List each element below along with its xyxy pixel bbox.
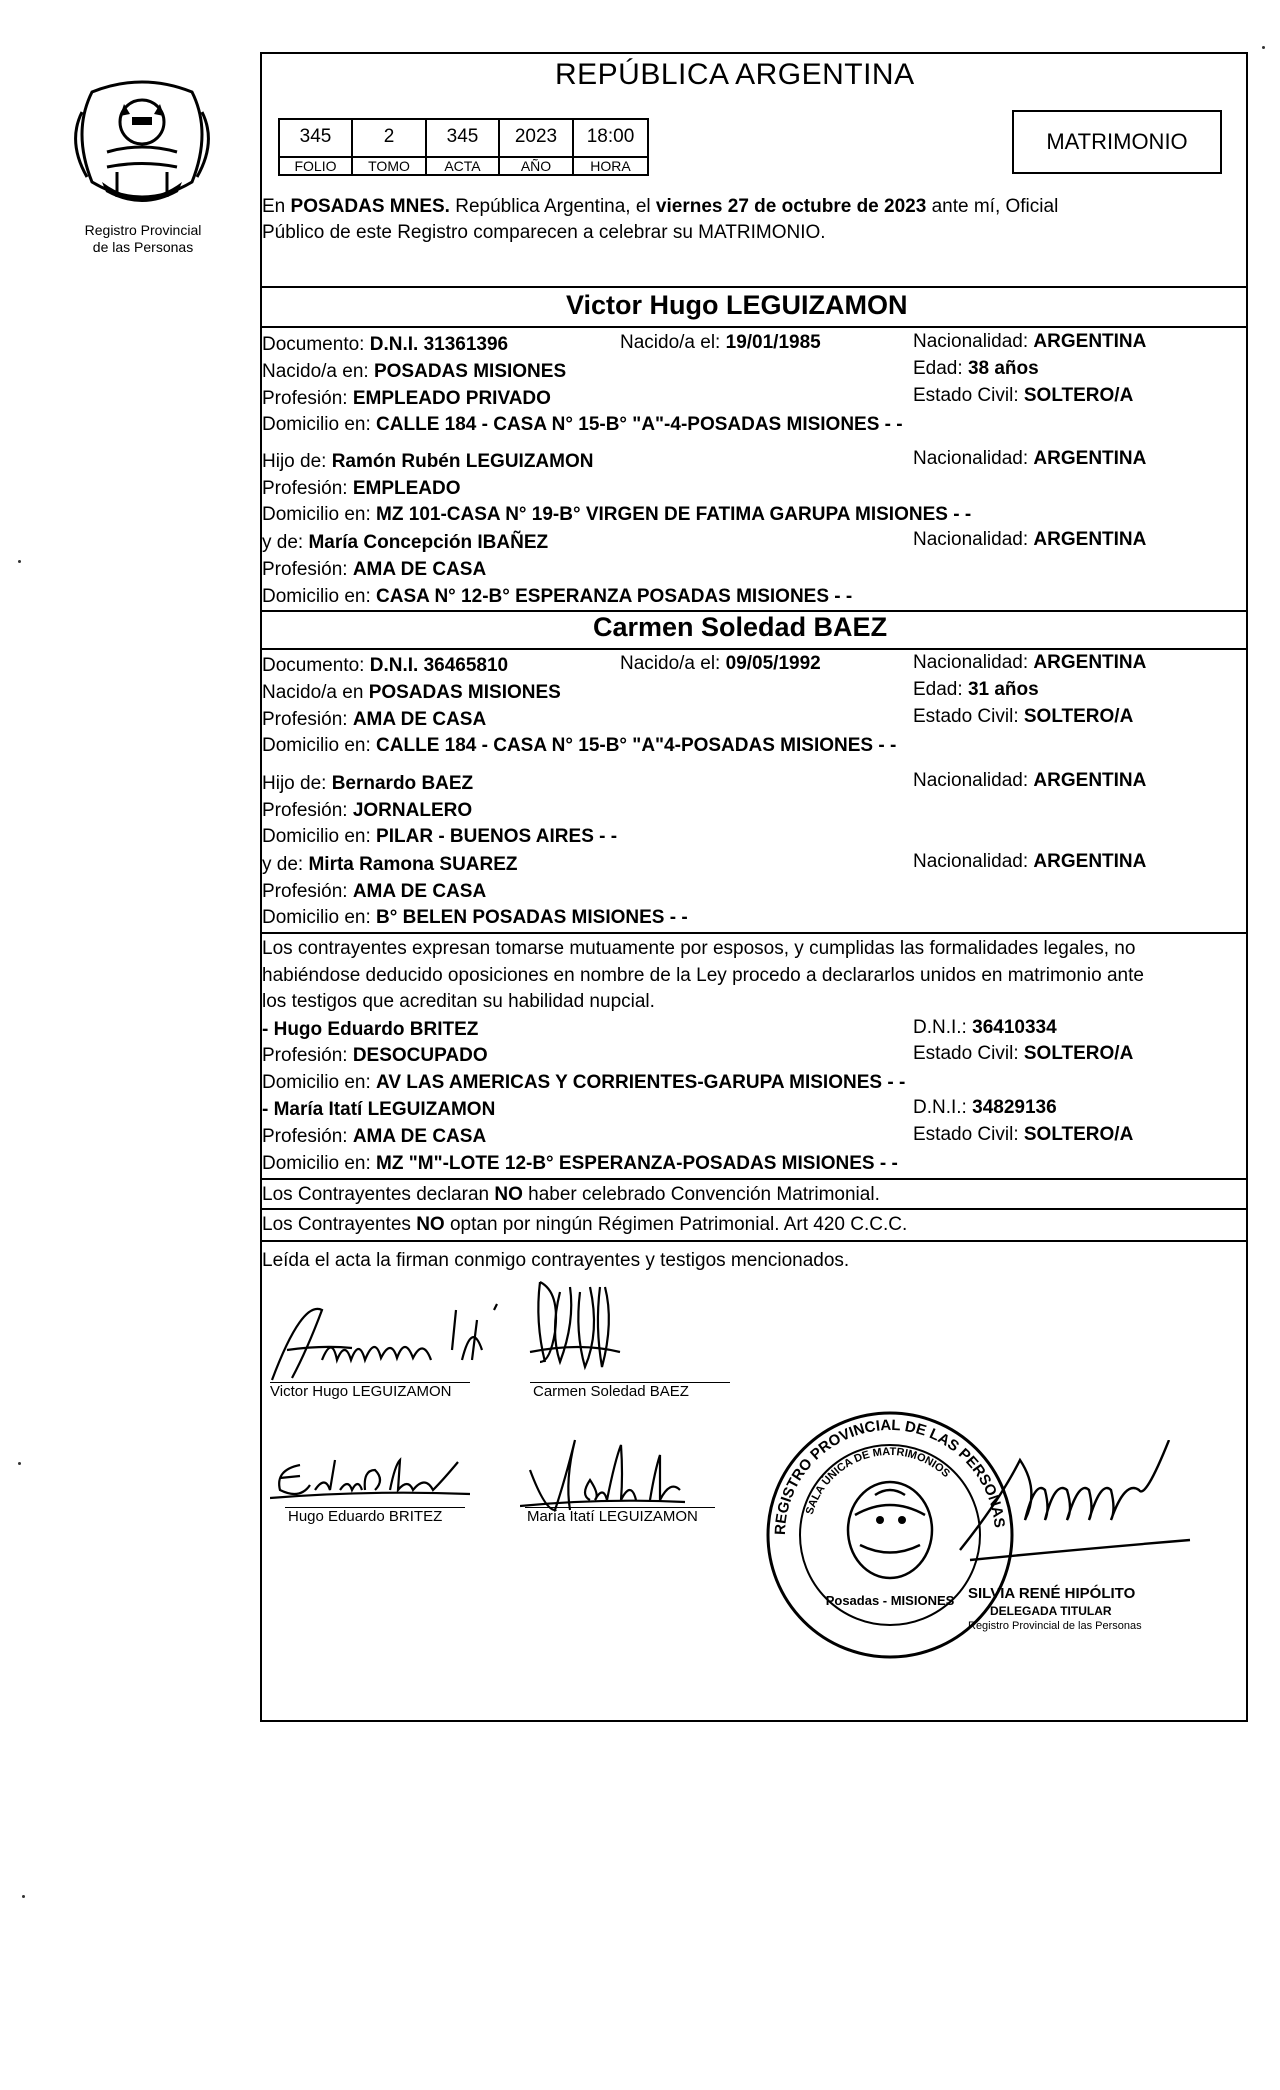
- label: Domicilio en:: [262, 1153, 377, 1174]
- witness2-name: - María Itatí LEGUIZAMON: [262, 1099, 496, 1120]
- value: ARGENTINA: [1033, 652, 1147, 673]
- signature-hugo-icon: [270, 1450, 470, 1510]
- value: SOLTERO/A: [1023, 1043, 1134, 1064]
- label: y de:: [262, 532, 309, 553]
- act-type-box: MATRIMONIO: [1012, 110, 1222, 174]
- label: Documento:: [262, 334, 370, 355]
- divider: [260, 932, 1248, 934]
- value: ARGENTINA: [1033, 529, 1147, 550]
- divider: [260, 286, 1248, 288]
- signature-official-icon: [950, 1440, 1210, 1570]
- label: Estado Civil:: [913, 706, 1024, 727]
- spouse1-address: [262, 414, 903, 436]
- label: Hijo de:: [262, 451, 332, 472]
- hour-label: HORA: [572, 156, 649, 176]
- spouse2-birthdate: [620, 653, 821, 675]
- value: Ramón Rubén LEGUIZAMON: [331, 451, 594, 472]
- spouse2-civil-status: [913, 706, 1133, 728]
- label: y de:: [262, 854, 309, 875]
- value: 36410334: [972, 1017, 1057, 1038]
- label: Nacido/a en:: [262, 361, 374, 382]
- declaration-line1: Los contrayentes expresan tomarse mutuamente por esposos, y cumplidas las formalidades legales, no: [262, 938, 1136, 959]
- spouse1-father-address: [262, 504, 971, 526]
- value: ARGENTINA: [1033, 851, 1147, 872]
- value: AV LAS AMERICAS Y CORRIENTES-GARUPA MISIONES - -: [376, 1072, 906, 1093]
- intro-text: ante mí, Oficial: [926, 196, 1059, 217]
- spouse2-profession: [262, 709, 486, 731]
- declaration-line3: los testigos que acreditan su habilidad nupcial.: [262, 991, 655, 1012]
- intro-line1: [262, 196, 1058, 218]
- label: Nacido/a en: [262, 682, 369, 703]
- label: Domicilio en:: [262, 504, 377, 525]
- label: Domicilio en:: [262, 907, 377, 928]
- scan-dot: [18, 560, 21, 563]
- value: ARGENTINA: [1033, 448, 1147, 469]
- hour-value: 18:00: [572, 118, 649, 158]
- label: Estado Civil:: [913, 1043, 1024, 1064]
- intro-place: POSADAS MNES.: [290, 196, 450, 217]
- label: Domicilio en:: [262, 826, 377, 847]
- divider: [260, 1178, 1248, 1180]
- spouse1-birthplace: [262, 361, 566, 383]
- value: AMA DE CASA: [352, 559, 487, 580]
- spouse2-birthplace: [262, 682, 561, 704]
- divider: [260, 648, 1248, 650]
- divider: [260, 1208, 1248, 1210]
- label: Profesión:: [262, 800, 353, 821]
- signature-carmen-icon: [525, 1272, 635, 1392]
- spouse1-civil-status: [913, 385, 1133, 407]
- acta-value: 345: [425, 118, 500, 158]
- label: Nacionalidad:: [913, 448, 1034, 469]
- label: Profesión:: [262, 559, 353, 580]
- spouse1-birthdate: [620, 332, 821, 354]
- spouse1-profession: [262, 388, 551, 410]
- spouse2-father-address: [262, 826, 617, 848]
- label: Estado Civil:: [913, 1124, 1024, 1145]
- value: EMPLEADO PRIVADO: [352, 388, 551, 409]
- witness2-address: [262, 1153, 898, 1175]
- convention-line1: [262, 1184, 880, 1206]
- divider: [260, 1240, 1248, 1242]
- signature-label-carmen: Carmen Soledad BAEZ: [533, 1383, 689, 1400]
- text-strong: NO: [494, 1184, 523, 1205]
- label: Estado Civil:: [913, 385, 1024, 406]
- spouse1-name: Victor Hugo LEGUIZAMON: [566, 290, 908, 320]
- value: Bernardo BAEZ: [331, 773, 474, 794]
- scan-dot: [18, 1462, 21, 1465]
- spouse2-nationality: [913, 652, 1146, 674]
- label: Nacionalidad:: [913, 331, 1034, 352]
- value: D.N.I. 31361396: [369, 334, 509, 355]
- value: María Concepción IBAÑEZ: [308, 532, 549, 553]
- spouse2-age: [913, 679, 1039, 701]
- value: 34829136: [972, 1097, 1057, 1118]
- intro-text: En: [262, 196, 291, 217]
- intro-line2: Público de este Registro comparecen a celebrar su MATRIMONIO.: [262, 222, 826, 243]
- intro-text: República Argentina, el: [449, 196, 656, 217]
- label: Hijo de:: [262, 773, 332, 794]
- value: EMPLEADO: [352, 478, 461, 499]
- spouse2-mother-profession: [262, 881, 486, 903]
- divider: [260, 326, 1248, 328]
- label: Profesión:: [262, 1126, 353, 1147]
- spouse1-father: [262, 451, 593, 473]
- value: SOLTERO/A: [1023, 1124, 1134, 1145]
- witness1-profession: [262, 1045, 488, 1067]
- value: SOLTERO/A: [1023, 706, 1134, 727]
- label: D.N.I.:: [913, 1097, 973, 1118]
- value: AMA DE CASA: [352, 709, 487, 730]
- spouse1-document: [262, 334, 508, 356]
- label: Profesión:: [262, 478, 353, 499]
- registry-logo: [62, 72, 222, 222]
- label: Edad:: [913, 679, 968, 700]
- text: Los Contrayentes declaran: [262, 1184, 495, 1205]
- value: CASA N° 12-B° ESPERANZA POSADAS MISIONES - -: [376, 586, 853, 607]
- witness1-name: - Hugo Eduardo BRITEZ: [262, 1019, 479, 1040]
- spouse2-mother-nationality: [913, 851, 1146, 873]
- witness2-dni: [913, 1097, 1057, 1119]
- spouse1-mother-nationality: [913, 529, 1146, 551]
- value: POSADAS MISIONES: [368, 682, 561, 703]
- value: PILAR - BUENOS AIRES - -: [376, 826, 618, 847]
- official-role: DELEGADA TITULAR: [990, 1604, 1112, 1618]
- spouse2-mother-address: [262, 907, 688, 929]
- convention-line2: [262, 1214, 907, 1236]
- declaration-line2: habiéndose deducido oposiciones en nombre de la Ley procedo a declararlos unidos en matrimonio ante: [262, 965, 1144, 986]
- value: D.N.I. 36465810: [369, 655, 509, 676]
- value: AMA DE CASA: [352, 881, 487, 902]
- label: Domicilio en:: [262, 414, 377, 435]
- scan-dot: [1262, 46, 1265, 49]
- value: 38 años: [967, 358, 1039, 379]
- value: SOLTERO/A: [1023, 385, 1134, 406]
- witness2-civil-status: [913, 1124, 1133, 1146]
- closing-statement: Leída el acta la firman conmigo contrayentes y testigos mencionados.: [262, 1250, 850, 1271]
- label: Documento:: [262, 655, 370, 676]
- value: B° BELEN POSADAS MISIONES - -: [376, 907, 688, 928]
- text: optan por ningún Régimen Patrimonial. Art 420 C.C.C.: [444, 1214, 908, 1235]
- year-value: 2023: [498, 118, 574, 158]
- label: Nacionalidad:: [913, 770, 1034, 791]
- seal-ring-text: REGISTRO PROVINCIAL DE LAS PERSONAS: [771, 1416, 1008, 1536]
- acta-label: ACTA: [425, 156, 500, 176]
- spouse1-nationality: [913, 331, 1146, 353]
- spouse1-father-profession: [262, 478, 461, 500]
- logo-caption-line2: de las Personas: [92, 239, 194, 255]
- spouse1-age: [913, 358, 1039, 380]
- year-label: AÑO: [498, 156, 574, 176]
- label: Edad:: [913, 358, 968, 379]
- value: DESOCUPADO: [352, 1045, 488, 1066]
- witness1-dni: [913, 1017, 1057, 1039]
- label: Profesión:: [262, 881, 353, 902]
- signature-victor-icon: [262, 1290, 732, 1390]
- value: MZ "M"-LOTE 12-B° ESPERANZA-POSADAS MISIONES - -: [376, 1153, 898, 1174]
- value: ARGENTINA: [1033, 331, 1147, 352]
- coat-of-arms-icon: [62, 72, 222, 222]
- text-strong: NO: [416, 1214, 445, 1235]
- official-office: Registro Provincial de las Personas: [968, 1620, 1142, 1632]
- tomo-value: 2: [351, 118, 427, 158]
- value: 31 años: [967, 679, 1039, 700]
- text: Los Contrayentes: [262, 1214, 417, 1235]
- value: 09/05/1992: [725, 653, 821, 674]
- spouse2-father-nationality: [913, 770, 1146, 792]
- folio-label: FOLIO: [278, 156, 353, 176]
- value: MZ 101-CASA N° 19-B° VIRGEN DE FATIMA GARUPA MISIONES - -: [376, 504, 972, 525]
- spouse2-name: Carmen Soledad BAEZ: [593, 612, 888, 642]
- folio-value: 345: [278, 118, 353, 158]
- label: Domicilio en:: [262, 735, 377, 756]
- witness1-address: [262, 1072, 905, 1094]
- value: 19/01/1985: [725, 332, 821, 353]
- logo-caption: [58, 222, 228, 256]
- seal-inner-text: SALA ÚNICA DE MATRIMONIOS: [803, 1445, 952, 1517]
- value: JORNALERO: [352, 800, 473, 821]
- label: Domicilio en:: [262, 1072, 377, 1093]
- spouse1-father-nationality: [913, 448, 1146, 470]
- value: POSADAS MISIONES: [373, 361, 567, 382]
- value: CALLE 184 - CASA N° 15-B° "A"4-POSADAS MISIONES - -: [376, 735, 897, 756]
- spouse2-document: [262, 655, 508, 677]
- label: Nacido/a el:: [620, 653, 726, 674]
- seal-bottom-text: Posadas - MISIONES: [825, 1593, 955, 1608]
- signature-label-maria: María Itatí LEGUIZAMON: [527, 1508, 698, 1525]
- page-title: REPÚBLICA ARGENTINA: [555, 58, 915, 91]
- label: Nacionalidad:: [913, 851, 1034, 872]
- scan-dot: [22, 1895, 25, 1898]
- label: Domicilio en:: [262, 586, 377, 607]
- label: Nacionalidad:: [913, 652, 1034, 673]
- spouse2-address: [262, 735, 896, 757]
- value: ARGENTINA: [1033, 770, 1147, 791]
- spouse1-mother-address: [262, 586, 852, 608]
- signature-label-hugo: Hugo Eduardo BRITEZ: [288, 1508, 443, 1525]
- official-name: SILVIA RENÉ HIPÓLITO: [968, 1585, 1136, 1602]
- intro-date: viernes 27 de octubre de 2023: [655, 196, 927, 217]
- value: CALLE 184 - CASA N° 15-B° "A"-4-POSADAS MISIONES - -: [376, 414, 903, 435]
- text: haber celebrado Convención Matrimonial.: [522, 1184, 880, 1205]
- spouse2-father: [262, 773, 473, 795]
- spouse2-mother: [262, 854, 518, 876]
- label: Nacido/a el:: [620, 332, 726, 353]
- tomo-label: TOMO: [351, 156, 427, 176]
- signature-label-victor: Victor Hugo LEGUIZAMON: [270, 1383, 452, 1400]
- value: AMA DE CASA: [352, 1126, 487, 1147]
- witness1-civil-status: [913, 1043, 1133, 1065]
- label: Profesión:: [262, 1045, 353, 1066]
- witness2-profession: [262, 1126, 486, 1148]
- spouse2-father-profession: [262, 800, 472, 822]
- logo-caption-line1: Registro Provincial: [84, 222, 202, 238]
- label: Profesión:: [262, 388, 353, 409]
- label: D.N.I.:: [913, 1017, 973, 1038]
- value: Mirta Ramona SUAREZ: [308, 854, 518, 875]
- label: Nacionalidad:: [913, 529, 1034, 550]
- label: Profesión:: [262, 709, 353, 730]
- spouse1-mother: [262, 532, 548, 554]
- spouse1-mother-profession: [262, 559, 486, 581]
